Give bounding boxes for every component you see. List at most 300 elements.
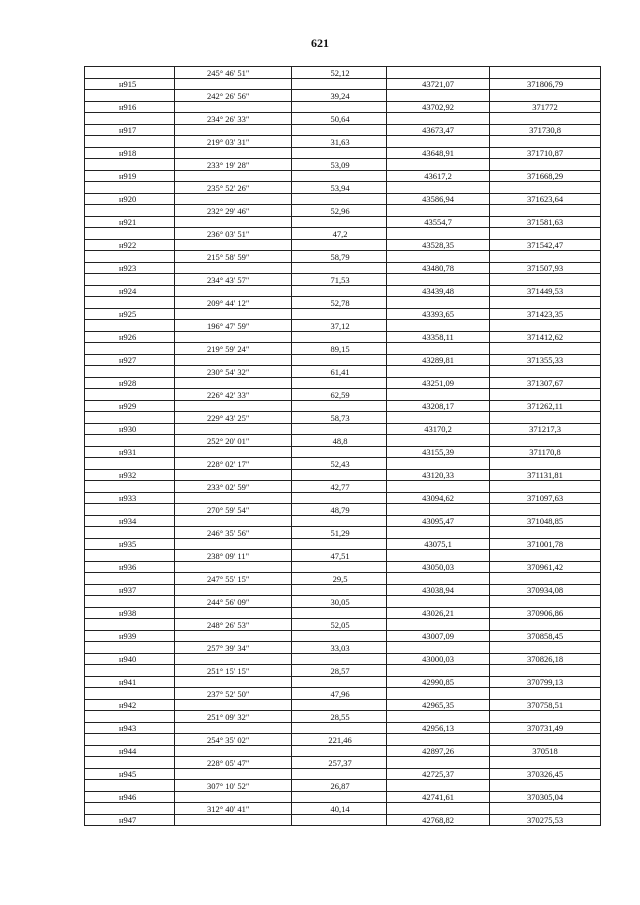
length-cell [292,745,387,757]
point-name: н916 [119,102,137,112]
angle: 242° 26' 56" [207,90,250,101]
y-coordinate: 371581,63 [526,217,564,227]
y-coordinate: 370858,45 [526,631,564,641]
point-name-cell [85,584,175,596]
point-name-cell [85,446,175,458]
x-coordinate-cell [387,676,490,688]
point-row [85,584,601,596]
y-coordinate: 371170,8 [529,447,561,457]
x-coordinate: 42725,37 [422,769,454,779]
angle-cell [175,711,292,723]
angle-cell [175,274,292,286]
point-name-cell [85,596,175,608]
x-coordinate: 43095,47 [422,516,454,526]
x-coordinate-cell [387,711,490,723]
x-coordinate-cell [387,630,490,642]
length-cell [292,147,387,159]
length: 47,96 [330,688,350,699]
length-cell [292,665,387,677]
point-name: н920 [119,194,137,204]
point-name: н939 [119,631,137,641]
length-cell [292,492,387,504]
point-row [85,722,601,734]
y-coordinate-cell [490,159,601,171]
angle-cell [175,297,292,309]
point-name: н942 [119,700,137,710]
y-coordinate-cell [490,619,601,631]
angle: 244° 56' 09" [207,596,250,607]
y-coordinate-cell [490,780,601,792]
point-row [85,423,601,435]
segment-row [85,780,601,792]
angle: 307° 10' 52" [207,780,250,791]
point-name-cell [85,285,175,297]
angle: 219° 03' 31" [207,136,250,147]
y-coordinate-cell [490,274,601,286]
y-coordinate: 371412,62 [526,332,564,342]
length-cell [292,527,387,539]
point-name-cell [85,458,175,470]
point-row [85,492,601,504]
point-name: н915 [119,79,137,89]
x-coordinate: 43528,35 [422,240,454,250]
y-coordinate-cell [490,722,601,734]
length-cell [292,768,387,780]
length-cell [292,538,387,550]
x-coordinate: 43554,7 [424,217,452,227]
x-coordinate-cell [387,688,490,700]
point-row [85,768,601,780]
length-cell [292,239,387,251]
y-coordinate-cell [490,561,601,573]
angle-cell [175,354,292,366]
x-coordinate: 43000,03 [422,654,454,664]
angle: 226° 42' 33" [207,389,250,400]
angle: 234° 43' 57" [207,274,250,285]
y-coordinate-cell [490,642,601,654]
x-coordinate-cell [387,354,490,366]
angle: 251° 09' 32" [207,711,250,722]
angle-cell [175,688,292,700]
length-cell [292,101,387,113]
angle-cell [175,757,292,769]
angle: 252° 20' 01" [207,435,250,446]
length: 48,79 [330,504,350,515]
length-cell [292,67,387,79]
angle-cell [175,377,292,389]
angle-cell [175,182,292,194]
point-name-cell [85,573,175,585]
point-row [85,400,601,412]
point-name-cell [85,538,175,550]
point-name-cell [85,757,175,769]
angle: 312° 40' 41" [207,803,250,814]
length-cell [292,251,387,263]
point-name-cell [85,711,175,723]
point-name: н935 [119,539,137,549]
x-coordinate: 43480,78 [422,263,454,273]
x-coordinate-cell [387,791,490,803]
angle: 228° 02' 17" [207,458,250,469]
point-name: н944 [119,746,137,756]
point-name-cell [85,412,175,424]
point-name-cell [85,734,175,746]
point-name: н937 [119,585,137,595]
point-name-cell [85,504,175,516]
angle-cell [175,308,292,320]
point-name-cell [85,814,175,826]
length-cell [292,803,387,815]
angle-cell [175,331,292,343]
point-name: н938 [119,608,137,618]
angle-cell [175,607,292,619]
x-coordinate: 43007,09 [422,631,454,641]
y-coordinate-cell [490,573,601,585]
angle-cell [175,676,292,688]
point-name-cell [85,642,175,654]
y-coordinate: 370275,53 [526,815,564,825]
angle-cell [175,113,292,125]
y-coordinate: 371423,35 [526,309,564,319]
angle-cell [175,527,292,539]
segment-row [85,734,601,746]
y-coordinate: 371623,64 [526,194,564,204]
length-cell [292,400,387,412]
length-cell [292,412,387,424]
segment-row [85,527,601,539]
x-coordinate-cell [387,67,490,79]
angle: 251° 15' 15" [207,665,250,676]
y-coordinate-cell [490,182,601,194]
y-coordinate: 370826,18 [526,654,564,664]
angle: 257° 39' 34" [207,642,250,653]
segment-row [85,596,601,608]
y-coordinate-cell [490,297,601,309]
angle-cell [175,400,292,412]
length-cell [292,274,387,286]
point-row [85,101,601,113]
x-coordinate-cell [387,642,490,654]
point-row [85,538,601,550]
length-cell [292,469,387,481]
x-coordinate: 43050,03 [422,562,454,572]
y-coordinate: 371449,53 [526,286,564,296]
coordinates-table-body [85,67,601,826]
point-name-cell [85,435,175,447]
point-name: н946 [119,792,137,802]
length-cell [292,377,387,389]
x-coordinate-cell [387,446,490,458]
angle-cell [175,481,292,493]
length: 40,14 [330,803,350,814]
angle-cell [175,665,292,677]
length: 30,05 [330,596,350,607]
length-cell [292,814,387,826]
length: 53,09 [330,159,350,170]
x-coordinate-cell [387,159,490,171]
angle-cell [175,159,292,171]
segment-row [85,297,601,309]
length-cell [292,734,387,746]
y-coordinate: 370906,86 [526,608,564,618]
length-cell [292,136,387,148]
angle-cell [175,538,292,550]
segment-row [85,90,601,102]
x-coordinate-cell [387,573,490,585]
point-name-cell [85,676,175,688]
point-name: н936 [119,562,137,572]
point-name: н931 [119,447,137,457]
point-name-cell [85,492,175,504]
point-row [85,262,601,274]
point-row [85,170,601,182]
point-name-cell [85,688,175,700]
y-coordinate-cell [490,550,601,562]
y-coordinate-cell [490,251,601,263]
length-cell [292,78,387,90]
length: 37,12 [330,320,350,331]
angle: 237° 52' 50" [207,688,250,699]
angle-cell [175,803,292,815]
point-name: н922 [119,240,137,250]
x-coordinate: 43673,47 [422,125,454,135]
y-coordinate-cell [490,147,601,159]
point-name-cell [85,780,175,792]
x-coordinate-cell [387,182,490,194]
y-coordinate-cell [490,124,601,136]
point-row [85,78,601,90]
x-coordinate-cell [387,366,490,378]
length-cell [292,182,387,194]
x-coordinate-cell [387,308,490,320]
angle-cell [175,630,292,642]
length-cell [292,642,387,654]
angle: 248° 26' 53" [207,619,250,630]
point-row [85,193,601,205]
point-row [85,216,601,228]
x-coordinate-cell [387,435,490,447]
y-coordinate-cell [490,791,601,803]
segment-row [85,182,601,194]
y-coordinate-cell [490,262,601,274]
point-row [85,676,601,688]
angle-cell [175,412,292,424]
x-coordinate-cell [387,136,490,148]
x-coordinate: 43617,2 [424,171,452,181]
y-coordinate-cell [490,239,601,251]
segment-row [85,665,601,677]
x-coordinate: 43721,07 [422,79,454,89]
point-name: н927 [119,355,137,365]
y-coordinate-cell [490,446,601,458]
x-coordinate-cell [387,515,490,527]
length: 52,05 [330,619,350,630]
point-row [85,653,601,665]
angle-cell [175,136,292,148]
length: 47,51 [330,550,350,561]
length: 50,64 [330,113,350,124]
point-name: н929 [119,401,137,411]
x-coordinate-cell [387,113,490,125]
point-name-cell [85,262,175,274]
point-name-cell [85,515,175,527]
point-name-cell [85,90,175,102]
y-coordinate: 370758,51 [526,700,564,710]
point-name-cell [85,550,175,562]
x-coordinate-cell [387,745,490,757]
y-coordinate-cell [490,745,601,757]
point-row [85,630,601,642]
x-coordinate-cell [387,101,490,113]
y-coordinate-cell [490,711,601,723]
point-name: н918 [119,148,137,158]
x-coordinate-cell [387,147,490,159]
point-name: н926 [119,332,137,342]
length-cell [292,193,387,205]
x-coordinate: 43393,65 [422,309,454,319]
angle: 234° 26' 33" [207,113,250,124]
length-cell [292,446,387,458]
x-coordinate-cell [387,193,490,205]
y-coordinate-cell [490,527,601,539]
point-name: н947 [119,815,137,825]
angle: 238° 09' 11" [207,550,250,561]
length-cell [292,354,387,366]
x-coordinate-cell [387,377,490,389]
x-coordinate: 43439,48 [422,286,454,296]
x-coordinate-cell [387,561,490,573]
angle: 254° 35' 02" [207,734,250,745]
x-coordinate: 43702,92 [422,102,454,112]
angle: 245° 46' 51" [207,67,250,78]
x-coordinate: 43170,2 [424,424,452,434]
x-coordinate-cell [387,481,490,493]
point-name-cell [85,607,175,619]
point-row [85,147,601,159]
angle-cell [175,596,292,608]
y-coordinate-cell [490,481,601,493]
length-cell [292,630,387,642]
angle-cell [175,343,292,355]
length-cell [292,90,387,102]
angle: 209° 44' 12" [207,297,250,308]
y-coordinate: 371001,78 [526,539,564,549]
y-coordinate-cell [490,734,601,746]
angle-cell [175,216,292,228]
point-name-cell [85,274,175,286]
length-cell [292,481,387,493]
x-coordinate-cell [387,274,490,286]
angle-cell [175,170,292,182]
y-coordinate-cell [490,665,601,677]
x-coordinate-cell [387,331,490,343]
x-coordinate-cell [387,170,490,182]
length-cell [292,584,387,596]
length: 58,79 [330,251,350,262]
point-name: н928 [119,378,137,388]
x-coordinate-cell [387,251,490,263]
angle-cell [175,435,292,447]
angle-cell [175,515,292,527]
length: 52,78 [330,297,350,308]
length-cell [292,308,387,320]
y-coordinate: 370961,42 [526,562,564,572]
y-coordinate-cell [490,113,601,125]
point-name-cell [85,147,175,159]
point-row [85,377,601,389]
angle-cell [175,573,292,585]
segment-row [85,803,601,815]
point-name-cell [85,768,175,780]
segment-row [85,642,601,654]
length-cell [292,159,387,171]
x-coordinate: 43038,94 [422,585,454,595]
point-name-cell [85,699,175,711]
angle-cell [175,619,292,631]
point-name-cell [85,791,175,803]
x-coordinate-cell [387,423,490,435]
y-coordinate: 371710,87 [526,148,564,158]
y-coordinate-cell [490,653,601,665]
angle-cell [175,584,292,596]
length: 31,63 [330,136,350,147]
segment-row [85,412,601,424]
length-cell [292,596,387,608]
length-cell [292,458,387,470]
angle-cell [175,78,292,90]
y-coordinate-cell [490,630,601,642]
segment-row [85,228,601,240]
x-coordinate: 43586,94 [422,194,454,204]
point-name-cell [85,354,175,366]
length: 89,15 [330,343,350,354]
angle-cell [175,251,292,263]
y-coordinate: 371507,93 [526,263,564,273]
x-coordinate-cell [387,734,490,746]
point-name-cell [85,423,175,435]
x-coordinate-cell [387,803,490,815]
y-coordinate-cell [490,412,601,424]
point-name-cell [85,389,175,401]
length: 39,24 [330,90,350,101]
point-row [85,285,601,297]
point-name-cell [85,320,175,332]
x-coordinate-cell [387,285,490,297]
y-coordinate: 371542,47 [526,240,564,250]
y-coordinate-cell [490,170,601,182]
angle: 235° 52' 26" [207,182,250,193]
x-coordinate: 43155,39 [422,447,454,457]
x-coordinate-cell [387,343,490,355]
x-coordinate-cell [387,205,490,217]
length: 28,55 [330,711,350,722]
angle-cell [175,239,292,251]
angle-cell [175,193,292,205]
angle-cell [175,469,292,481]
y-coordinate-cell [490,67,601,79]
angle-cell [175,814,292,826]
segment-row [85,251,601,263]
x-coordinate-cell [387,665,490,677]
segment-row [85,343,601,355]
segment-row [85,458,601,470]
x-coordinate: 43120,33 [422,470,454,480]
length-cell [292,205,387,217]
y-coordinate-cell [490,538,601,550]
segment-row [85,711,601,723]
point-row [85,561,601,573]
angle: 196° 47' 59" [207,320,250,331]
